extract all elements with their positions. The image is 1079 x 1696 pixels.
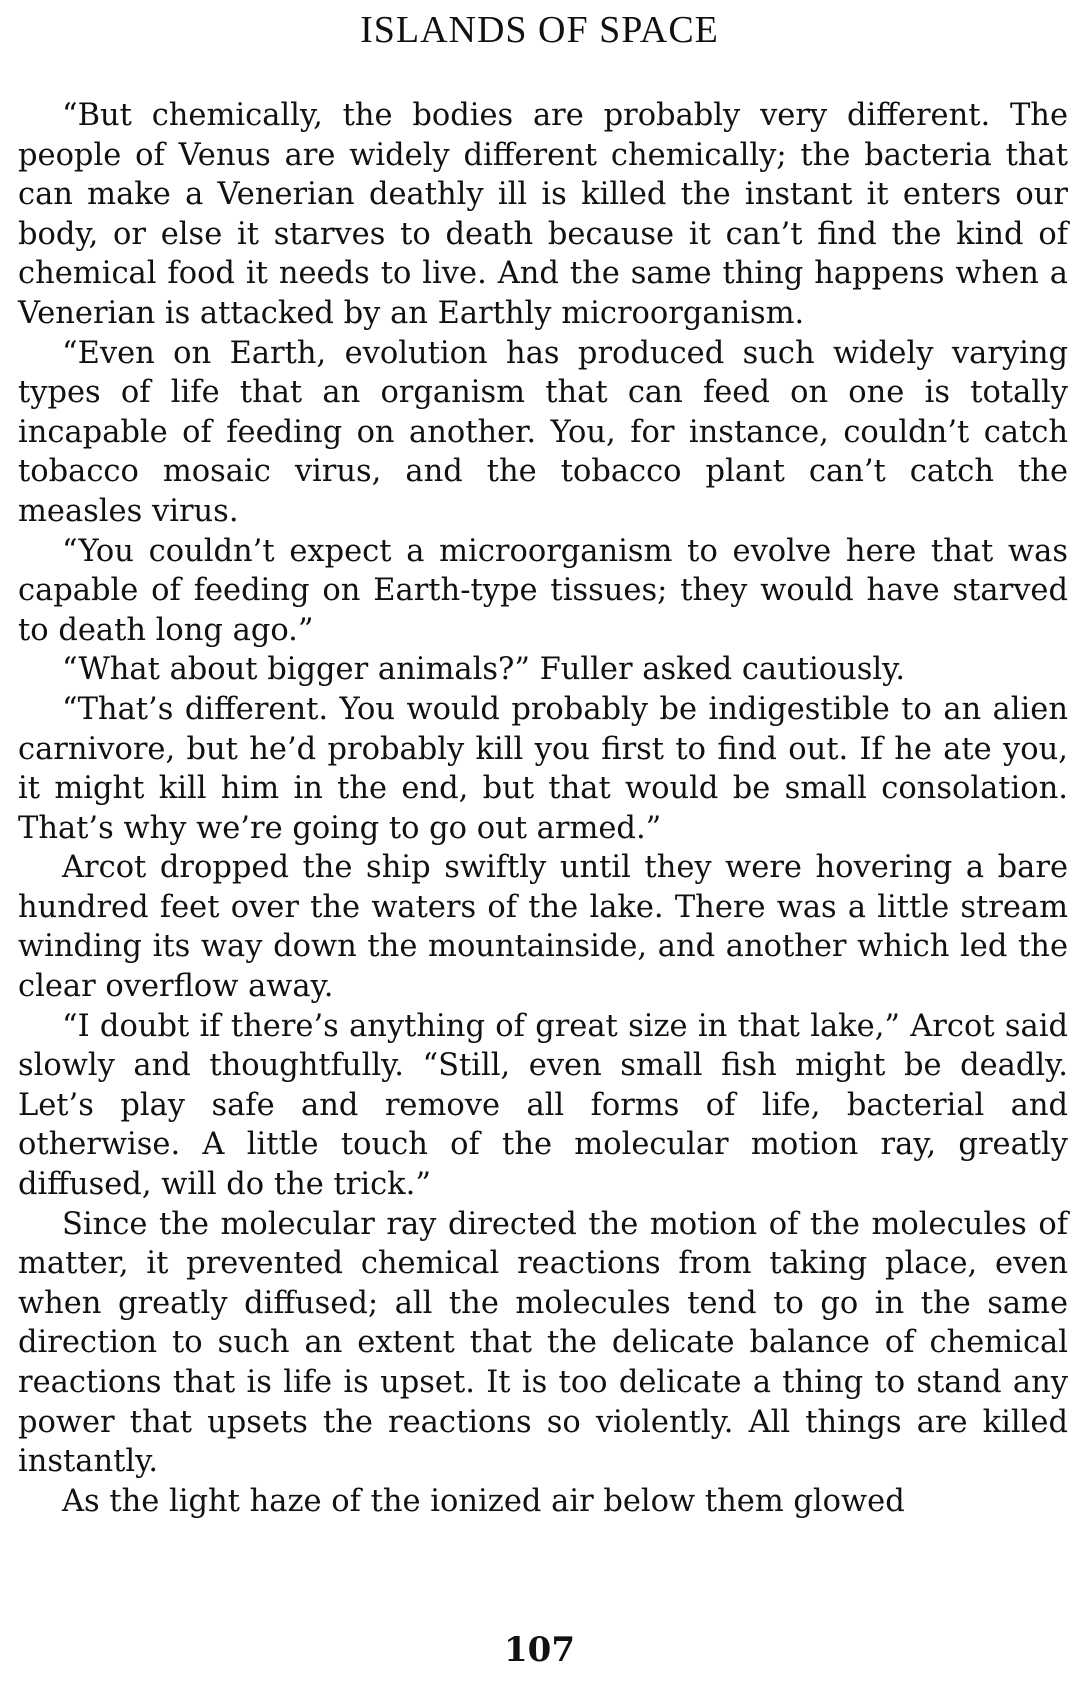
body-text [18,96,1068,1521]
paragraph: “I doubt if there’s anything of great size in that lake,” Arcot said slowly and thoughtfully. “Still, even small fish might be deadly. Let’s play safe and remove all forms of life, bacterial and otherwise. A little touch of the molecular motion ray, greatly diffused, will do the trick.” [18,1008,1068,1203]
paragraph: As the light haze of the ionized air below them glowed [62,1483,905,1519]
page-number: 107 [504,1630,575,1670]
paragraph: Arcot dropped the ship swiftly until they were hovering a bare hundred feet over the waters of the lake. There was a little stream winding its way down the mountainside, and another which led the clear overflow away. [18,850,1068,1005]
running-head: ISLANDS OF SPACE [360,9,719,51]
paragraph: “You couldn’t expect a microorganism to evolve here that was capable of feeding on Earth-type tissues; they would have starved to death long ago.” [18,533,1068,648]
paragraph: Since the molecular ray directed the motion of the molecules of matter, it prevented chemical reactions from taking place, even when greatly diffused; all the molecules tend to go in the same direction to such an extent that the delicate balance of chemical reactions that is life is upset. It is too delicate a thing to stand any power that upsets the reactions so violently. All things are killed instantly. [18,1206,1068,1480]
paragraph: “Even on Earth, evolution has produced such widely varying types of life that an organism that can feed on one is totally incapable of feeding on another. You, for instance, couldn’t catch tobacco mosaic virus, and the tobacco plant can’t catch the measles virus. [18,335,1068,529]
paragraph: “What about bigger animals?” Fuller asked cautiously. [62,652,906,688]
paragraph: “That’s different. You would probably be indigestible to an alien carnivore, but he’d probably kill you first to find out. If he ate you, it might kill him in the end, but that would be small consolation. That’s why we’re going to go out armed.” [18,691,1068,846]
paragraph: “But chemically, the bodies are probably very different. The people of Venus are widely different chemically; the bacteria that can make a Venerian deathly ill is killed the instant it enters our body, or else it starves to death because it can’t find the kind of chemical food it needs to live. And the same thing happens when a Venerian is attacked by an Earthly microorganism. [18,98,1068,331]
